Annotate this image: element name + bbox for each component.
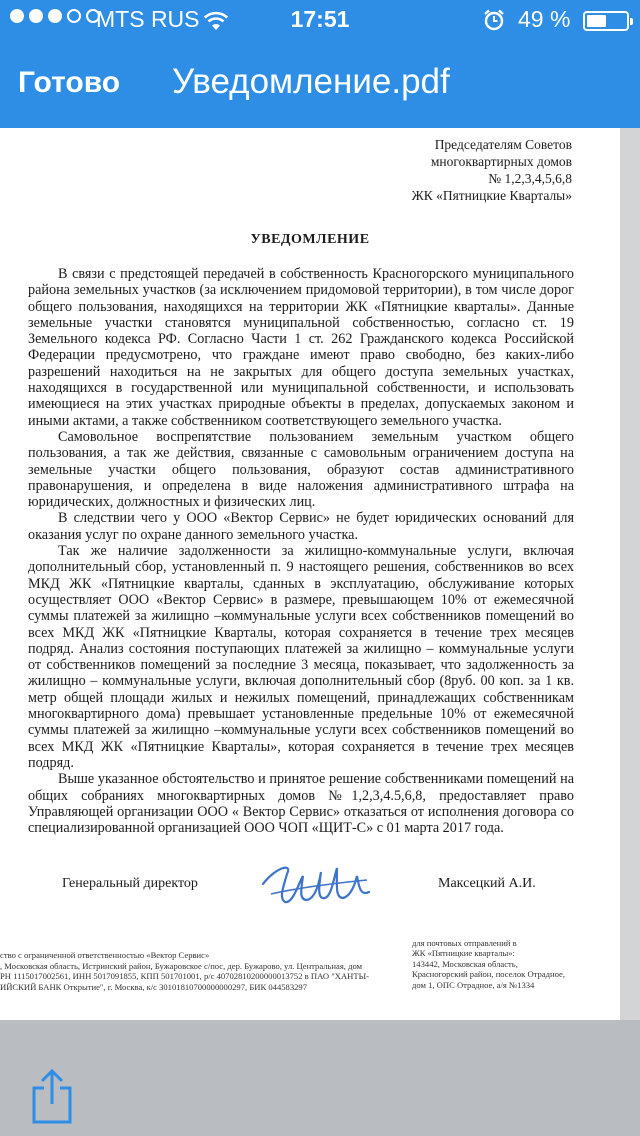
- alarm-clock-icon: [482, 8, 506, 38]
- document-heading: УВЕДОМЛЕНИЕ: [250, 232, 370, 247]
- page-edge: [620, 128, 640, 1020]
- done-button[interactable]: Готово: [18, 66, 121, 99]
- postal-line: для почтовых отправлений в: [412, 938, 517, 948]
- paragraph: Так же наличие задолженности за жилищно-коммунальные услуги, включая дополнительный сбор, установленный п. 9 настоящего решения, собственников во всех МКД ЖК «Пятницкие кварталы, сданных в эксплуатацию, обслуживание которых осуществляет ООО «Вектор Сервис» в размере, превышающем 10% от ежемесячной суммы платежей за жилищно –коммунальные услуги всех собственников помещений во всех МКД ЖК «Пятницкие Кварталы, которая сохраняется в течение трех месяцев подряд. Анализ состояния поступающих платежей за жилищно – коммунальные услуги от собственников помещений за последние 3 месяца, показывает, что задолженность за жилищно – коммунальные услуги, включая дополнительный сбор (8руб. 00 коп. за 1 кв. метр общей площади жилых и нежилых помещений, принадлежащих собственникам многоквартирного дома) превышает установленные предельные 10% от ежемесячной суммы платежей за жилищно –коммунальные услуги всех собственников помещений во всех МКД ЖК «Пятницкие Кварталы», которая сохраняется в течение трех месяцев подряд.: [28, 543, 574, 771]
- document-body: [28, 266, 574, 836]
- postal-line: дом 1, ОПС Отрадное, а/я №1334: [412, 979, 535, 990]
- requisites-line: РН 1115017002561, ИНН 5017091855, КПП 501701001, р/с 40702810200000013752 в ПАО "ХАНТЫ-: [0, 971, 369, 982]
- handwritten-signature: [257, 854, 377, 919]
- company-requisites: [0, 950, 398, 992]
- status-bar: [0, 0, 640, 40]
- postal-address: [412, 938, 612, 990]
- addressee-block: [340, 136, 572, 204]
- paragraph: В связи с предстоящей передачей в собственность Красногорского муниципального района земельных участков (за исключением придомовой территории), в том числе дорог общего пользования, находящихся на территории ЖК «Пятницкие кварталы». Данные земельные участки становятся муниципальной собственностью, согласно ст. 19 Земельного кодекса РФ. Согласно Части 1 ст. 262 Гражданского кодекса Российской Федерации предусмотрено, что граждане имеют право свободно, без каких-либо разрешений находиться на не закрытых для общего доступа земельных участках, находящихся в государственной или муниципальной собственности, и использовать имеющиеся на этих участках природные объекты в пределах, допускаемых законом и иными актами, а также собственником соответствующего земельного участка.: [28, 266, 574, 429]
- navigation-header: [0, 0, 640, 128]
- signature-name: Максецкий А.И.: [438, 876, 536, 891]
- pdf-page[interactable]: [0, 128, 620, 1020]
- battery-percentage: 49 %: [518, 6, 571, 32]
- carrier-name: MTS RUS: [96, 6, 200, 32]
- addressee-line: ЖК «Пятницкие Кварталы»: [411, 188, 572, 203]
- addressee-line: многоквартирных домов: [430, 154, 572, 169]
- share-icon: [30, 1068, 74, 1124]
- signature-row: [62, 868, 562, 928]
- paragraph: В следствии чего у ООО «Вектор Сервис» не будет юридических оснований для оказания услуг по охране данного земельного участка.: [28, 510, 574, 543]
- bottom-toolbar: [0, 1046, 640, 1136]
- battery-icon: [583, 11, 629, 31]
- paragraph: Самовольное воспрепятствие пользованием земельным участком общего пользования, а так же действия, связанные с самовольным ограничением доступа на земельные участки общего пользования, образуют состав административного правонарушения, и определена в виде наложения административного штрафа на юридических, должностных и физических лиц.: [28, 428, 574, 511]
- signature-role: Генеральный директор: [62, 876, 198, 891]
- paragraph: Выше указанное обстоятельство и принятое решение собственниками помещений на общих собраниях многоквартирных домов №1,2,3,4.5,6,8, предоставляет право Управляющей организации ООО « Вектор Сервис» отказаться от исполнения договора со специализированной организацией ООО ЧОП «ЩИТ-С» с 01 марта 2017 года.: [28, 771, 574, 837]
- postal-line: Красногорский район, поселок Отрадное,: [412, 969, 565, 980]
- document-title: Уведомление.pdf: [172, 62, 450, 101]
- postal-line: 143442, Московская область,: [412, 958, 518, 969]
- addressee-line: Председателям Советов: [434, 137, 572, 152]
- clock: 17:51: [290, 6, 350, 32]
- requisites-line: ИЙСКИЙ БАНК Открытие", г. Москва, к/с 30101810700000000297, БИК 044583297: [0, 981, 308, 992]
- requisites-line: , Московская область, Истринский район, Бужаровское с/пос, дер. Бужарово, ул. Центральная, дом: [0, 960, 363, 971]
- requisites-line: ство с ограниченной ответственностью «Вектор Сервис»: [0, 950, 210, 960]
- share-button[interactable]: [30, 1068, 74, 1129]
- addressee-line: № 1,2,3,4,5,6,8: [488, 171, 572, 186]
- postal-line: ЖК «Пятницкие кварталы»:: [412, 948, 515, 959]
